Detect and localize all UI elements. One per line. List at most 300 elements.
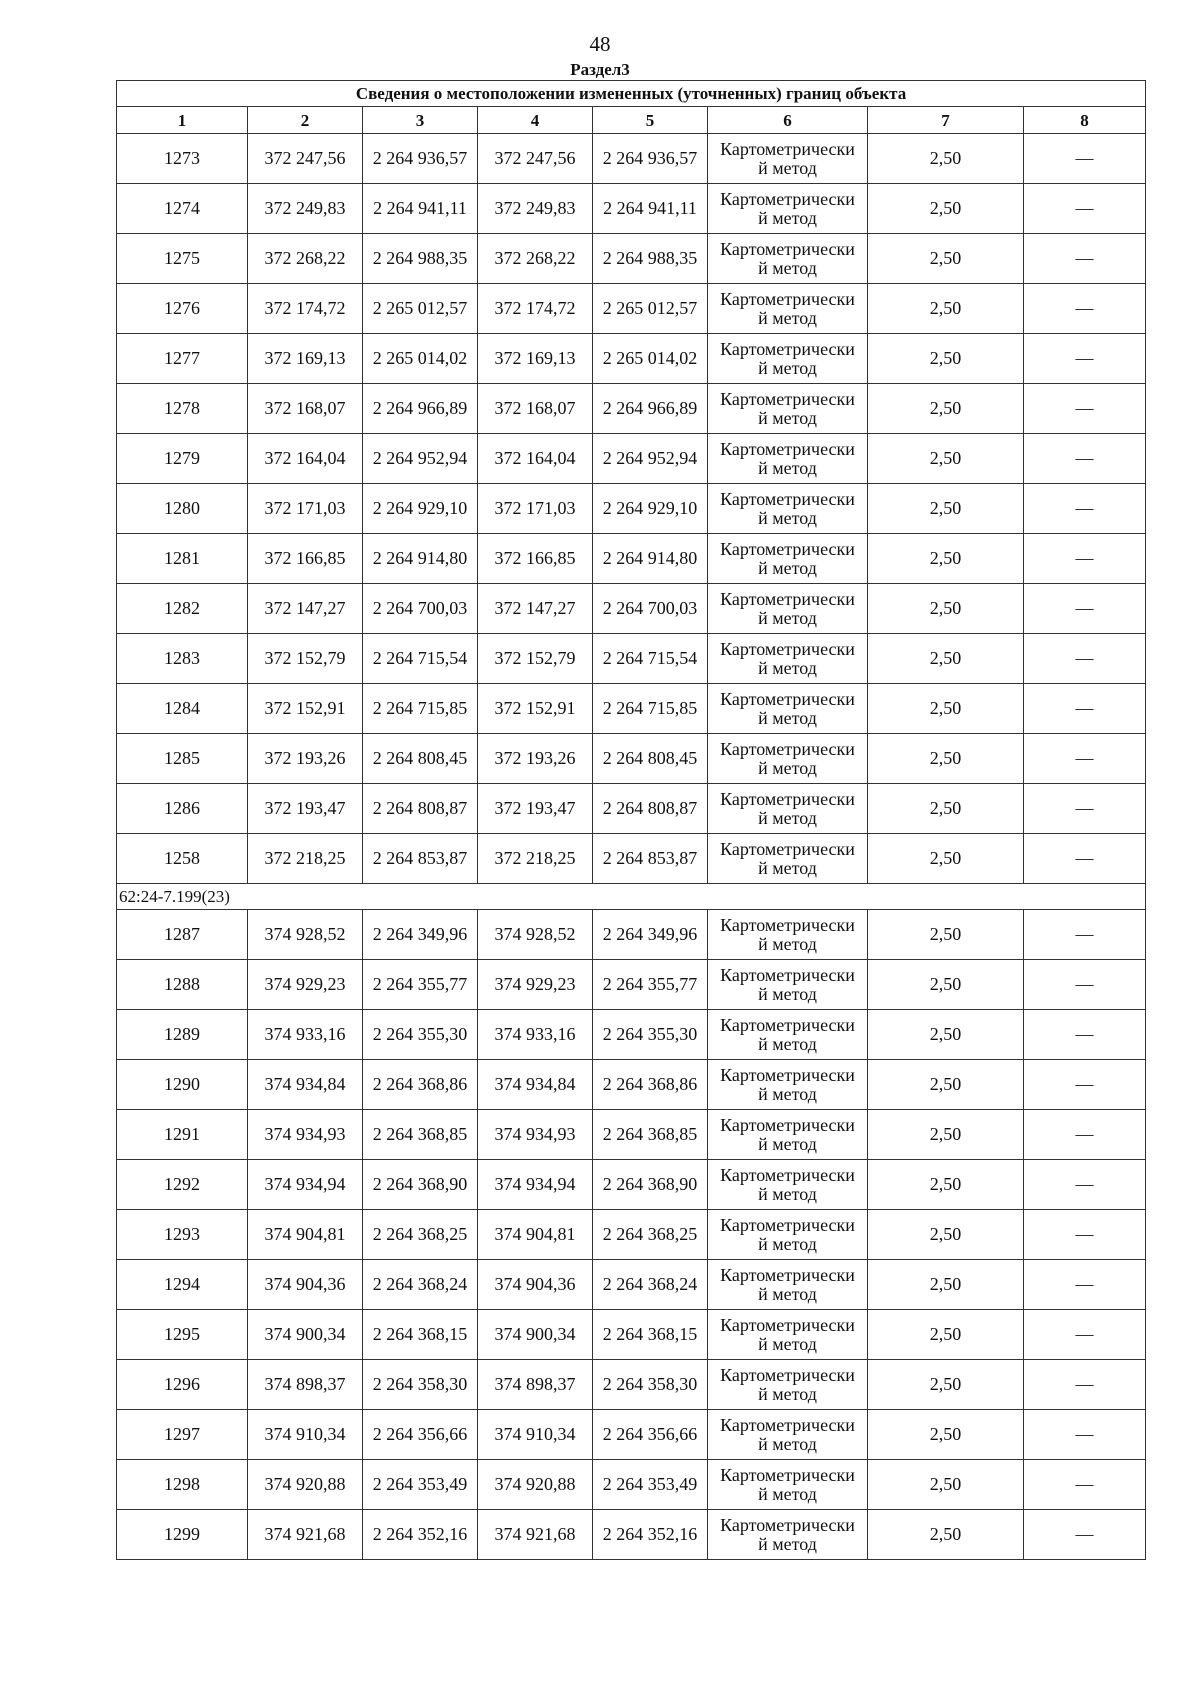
method-line: Картометрически [720,488,855,509]
point-number: 1288 [117,960,248,1010]
method-cell [708,234,868,284]
point-number: 1290 [117,1060,248,1110]
method-cell [708,960,868,1010]
y-coord: 2 264 715,54 [593,634,708,684]
description-cell: — [1024,584,1146,634]
accuracy-cell: 2,50 [868,534,1024,584]
x-coord: 372 174,72 [478,284,593,334]
method-line: Картометрически [720,788,855,809]
method-line: Картометрически [720,188,855,209]
y-coord: 2 264 700,03 [593,584,708,634]
method-line: Картометрически [720,1514,855,1535]
method-cell [708,334,868,384]
method-cell [708,1510,868,1560]
accuracy-cell: 2,50 [868,784,1024,834]
y-coord: 2 264 368,85 [593,1110,708,1160]
method-line: Картометрически [720,1414,855,1435]
column-header: 5 [593,107,708,134]
y-coord: 2 264 368,15 [593,1310,708,1360]
x-coord: 372 193,47 [248,784,363,834]
description-cell: — [1024,1060,1146,1110]
column-header: 1 [117,107,248,134]
table-row [117,334,1146,384]
point-number: 1275 [117,234,248,284]
method-line: й метод [758,1183,817,1204]
y-coord: 2 264 355,77 [593,960,708,1010]
table-row [117,834,1146,884]
y-coord: 2 264 700,03 [363,584,478,634]
group-row [117,884,1146,910]
y-coord: 2 264 368,15 [363,1310,478,1360]
table-row [117,184,1146,234]
x-coord: 374 910,34 [478,1410,593,1460]
point-number: 1285 [117,734,248,784]
y-coord: 2 264 808,45 [363,734,478,784]
x-coord: 374 904,81 [478,1210,593,1260]
method-line: Картометрически [720,1264,855,1285]
accuracy-cell: 2,50 [868,910,1024,960]
description-cell: — [1024,184,1146,234]
method-cell [708,1210,868,1260]
point-number: 1299 [117,1510,248,1560]
x-coord: 374 898,37 [248,1360,363,1410]
x-coord: 372 171,03 [478,484,593,534]
x-coord: 372 166,85 [478,534,593,584]
method-cell [708,1410,868,1460]
accuracy-cell: 2,50 [868,1510,1024,1560]
y-coord: 2 264 941,11 [593,184,708,234]
table-row [117,734,1146,784]
x-coord: 372 152,79 [478,634,593,684]
x-coord: 372 268,22 [248,234,363,284]
column-header: 3 [363,107,478,134]
description-cell: — [1024,1310,1146,1360]
x-coord: 374 900,34 [248,1310,363,1360]
description-cell: — [1024,960,1146,1010]
y-coord: 2 264 356,66 [363,1410,478,1460]
method-cell [708,1110,868,1160]
description-cell: — [1024,1260,1146,1310]
method-line: й метод [758,1483,817,1504]
description-cell: — [1024,434,1146,484]
description-cell: — [1024,1510,1146,1560]
method-cell [708,1360,868,1410]
x-coord: 374 929,23 [248,960,363,1010]
method-cell [708,834,868,884]
accuracy-cell: 2,50 [868,1210,1024,1260]
table-row [117,1110,1146,1160]
method-line: Картометрически [720,1214,855,1235]
method-line: Картометрически [720,338,855,359]
method-line: Картометрически [720,388,855,409]
x-coord: 372 168,07 [478,384,593,434]
accuracy-cell: 2,50 [868,1360,1024,1410]
accuracy-cell: 2,50 [868,834,1024,884]
y-coord: 2 264 355,30 [593,1010,708,1060]
table-row [117,1210,1146,1260]
column-header: 7 [868,107,1024,134]
table-row [117,134,1146,184]
y-coord: 2 264 936,57 [363,134,478,184]
method-cell [708,1060,868,1110]
x-coord: 372 249,83 [478,184,593,234]
x-coord: 374 934,94 [478,1160,593,1210]
method-cell [708,184,868,234]
x-coord: 372 152,91 [478,684,593,734]
x-coord: 374 933,16 [478,1010,593,1060]
y-coord: 2 264 715,54 [363,634,478,684]
accuracy-cell: 2,50 [868,434,1024,484]
method-cell [708,684,868,734]
table-row [117,1360,1146,1410]
section-title: Раздел3 [570,60,630,79]
x-coord: 374 929,23 [478,960,593,1010]
method-line: й метод [758,207,817,228]
point-number: 1294 [117,1260,248,1310]
method-line: Картометрически [720,914,855,935]
method-line: й метод [758,507,817,528]
description-cell: — [1024,1110,1146,1160]
method-line: Картометрически [720,138,855,159]
y-coord: 2 264 715,85 [363,684,478,734]
x-coord: 372 218,25 [248,834,363,884]
y-coord: 2 264 349,96 [593,910,708,960]
x-coord: 374 921,68 [248,1510,363,1560]
method-cell [708,384,868,434]
x-coord: 374 934,84 [248,1060,363,1110]
x-coord: 372 152,91 [248,684,363,734]
x-coord: 374 934,84 [478,1060,593,1110]
description-cell: — [1024,1010,1146,1060]
x-coord: 372 147,27 [478,584,593,634]
description-cell: — [1024,1410,1146,1460]
method-line: й метод [758,1533,817,1554]
y-coord: 2 264 715,85 [593,684,708,734]
x-coord: 372 247,56 [248,134,363,184]
x-coord: 374 920,88 [478,1460,593,1510]
method-line: Картометрически [720,638,855,659]
y-coord: 2 264 368,90 [363,1160,478,1210]
x-coord: 374 933,16 [248,1010,363,1060]
table-row [117,484,1146,534]
y-coord: 2 264 914,80 [363,534,478,584]
y-coord: 2 264 353,49 [593,1460,708,1510]
point-number: 1292 [117,1160,248,1210]
method-line: Картометрически [720,838,855,859]
point-number: 1273 [117,134,248,184]
method-cell [708,484,868,534]
method-line: Картометрически [720,1464,855,1485]
y-coord: 2 264 853,87 [363,834,478,884]
y-coord: 2 264 368,24 [593,1260,708,1310]
description-cell: — [1024,534,1146,584]
method-line: Картометрически [720,1064,855,1085]
point-number: 1274 [117,184,248,234]
method-line: й метод [758,1383,817,1404]
table-body [117,134,1146,1560]
group-label: 62:24-7.199(23) [117,884,1146,910]
method-line: Картометрически [720,1164,855,1185]
x-coord: 372 152,79 [248,634,363,684]
point-number: 1298 [117,1460,248,1510]
method-line: й метод [758,757,817,778]
method-cell [708,1010,868,1060]
method-line: Картометрически [720,688,855,709]
y-coord: 2 264 352,16 [363,1510,478,1560]
column-header: 4 [478,107,593,134]
method-line: й метод [758,857,817,878]
method-line: й метод [758,657,817,678]
point-number: 1278 [117,384,248,434]
y-coord: 2 264 952,94 [363,434,478,484]
method-cell [708,734,868,784]
method-line: й метод [758,1033,817,1054]
point-number: 1287 [117,910,248,960]
table-row [117,910,1146,960]
accuracy-cell: 2,50 [868,960,1024,1010]
y-coord: 2 264 808,87 [593,784,708,834]
description-cell: — [1024,784,1146,834]
x-coord: 372 249,83 [248,184,363,234]
y-coord: 2 264 368,86 [593,1060,708,1110]
accuracy-cell: 2,50 [868,334,1024,384]
point-number: 1296 [117,1360,248,1410]
x-coord: 374 920,88 [248,1460,363,1510]
method-cell [708,534,868,584]
table-row [117,784,1146,834]
method-line: й метод [758,1133,817,1154]
description-cell: — [1024,834,1146,884]
accuracy-cell: 2,50 [868,634,1024,684]
method-line: й метод [758,307,817,328]
x-coord: 372 147,27 [248,584,363,634]
table-row [117,1310,1146,1360]
table-row [117,1160,1146,1210]
x-coord: 372 174,72 [248,284,363,334]
accuracy-cell: 2,50 [868,1160,1024,1210]
y-coord: 2 265 014,02 [363,334,478,384]
column-header: 8 [1024,107,1146,134]
method-cell [708,584,868,634]
coordinates-table [116,80,1146,1560]
point-number: 1293 [117,1210,248,1260]
table-row [117,284,1146,334]
method-line: Картометрически [720,738,855,759]
point-number: 1295 [117,1310,248,1360]
point-number: 1284 [117,684,248,734]
accuracy-cell: 2,50 [868,1260,1024,1310]
point-number: 1289 [117,1010,248,1060]
y-coord: 2 264 988,35 [593,234,708,284]
accuracy-cell: 2,50 [868,234,1024,284]
table-row [117,1510,1146,1560]
accuracy-cell: 2,50 [868,1010,1024,1060]
table-row [117,234,1146,284]
y-coord: 2 264 966,89 [363,384,478,434]
x-coord: 374 934,94 [248,1160,363,1210]
y-coord: 2 264 358,30 [363,1360,478,1410]
y-coord: 2 264 952,94 [593,434,708,484]
point-number: 1283 [117,634,248,684]
method-cell [708,284,868,334]
x-coord: 372 164,04 [478,434,593,484]
x-coord: 374 900,34 [478,1310,593,1360]
description-cell: — [1024,1210,1146,1260]
x-coord: 372 166,85 [248,534,363,584]
description-cell: — [1024,134,1146,184]
point-number: 1280 [117,484,248,534]
method-cell [708,1310,868,1360]
method-cell [708,910,868,960]
description-cell: — [1024,384,1146,434]
description-cell: — [1024,1160,1146,1210]
method-line: й метод [758,1333,817,1354]
method-line: й метод [758,1283,817,1304]
table-row [117,1260,1146,1310]
y-coord: 2 265 012,57 [363,284,478,334]
method-line: Картометрически [720,538,855,559]
method-cell [708,434,868,484]
x-coord: 372 218,25 [478,834,593,884]
method-cell [708,134,868,184]
accuracy-cell: 2,50 [868,284,1024,334]
accuracy-cell: 2,50 [868,384,1024,434]
x-coord: 372 268,22 [478,234,593,284]
x-coord: 374 904,81 [248,1210,363,1260]
table-row [117,960,1146,1010]
x-coord: 374 898,37 [478,1360,593,1410]
y-coord: 2 264 936,57 [593,134,708,184]
y-coord: 2 264 941,11 [363,184,478,234]
page-number: 48 [589,32,611,56]
method-line: й метод [758,933,817,954]
method-line: й метод [758,1433,817,1454]
accuracy-cell: 2,50 [868,734,1024,784]
y-coord: 2 264 353,49 [363,1460,478,1510]
y-coord: 2 264 914,80 [593,534,708,584]
y-coord: 2 264 808,87 [363,784,478,834]
method-line: Картометрически [720,288,855,309]
description-cell: — [1024,910,1146,960]
table-row [117,434,1146,484]
method-cell [708,1160,868,1210]
x-coord: 372 193,26 [478,734,593,784]
description-cell: — [1024,1360,1146,1410]
method-line: Картометрически [720,1114,855,1135]
y-coord: 2 264 368,24 [363,1260,478,1310]
x-coord: 372 169,13 [248,334,363,384]
y-coord: 2 264 355,30 [363,1010,478,1060]
method-line: й метод [758,1233,817,1254]
y-coord: 2 264 929,10 [363,484,478,534]
x-coord: 374 921,68 [478,1510,593,1560]
y-coord: 2 264 349,96 [363,910,478,960]
y-coord: 2 264 358,30 [593,1360,708,1410]
y-coord: 2 265 014,02 [593,334,708,384]
method-line: Картометрически [720,588,855,609]
point-number: 1282 [117,584,248,634]
description-cell: — [1024,684,1146,734]
y-coord: 2 264 368,25 [363,1210,478,1260]
table-row [117,534,1146,584]
table-row [117,1410,1146,1460]
accuracy-cell: 2,50 [868,684,1024,734]
y-coord: 2 264 352,16 [593,1510,708,1560]
y-coord: 2 264 368,86 [363,1060,478,1110]
method-line: Картометрически [720,438,855,459]
description-cell: — [1024,634,1146,684]
table-row [117,634,1146,684]
point-number: 1258 [117,834,248,884]
table-row [117,684,1146,734]
point-number: 1279 [117,434,248,484]
description-cell: — [1024,734,1146,784]
method-line: Картометрически [720,238,855,259]
description-cell: — [1024,334,1146,384]
method-line: й метод [758,157,817,178]
method-line: Картометрически [720,1014,855,1035]
method-line: й метод [758,707,817,728]
table-row [117,384,1146,434]
method-cell [708,1460,868,1510]
description-cell: — [1024,484,1146,534]
x-coord: 374 928,52 [248,910,363,960]
y-coord: 2 264 368,85 [363,1110,478,1160]
y-coord: 2 265 012,57 [593,284,708,334]
x-coord: 374 904,36 [478,1260,593,1310]
table-row [117,1010,1146,1060]
x-coord: 372 193,26 [248,734,363,784]
method-line: Картометрически [720,964,855,985]
accuracy-cell: 2,50 [868,1310,1024,1360]
accuracy-cell: 2,50 [868,184,1024,234]
method-cell [708,634,868,684]
table-row [117,584,1146,634]
x-coord: 374 904,36 [248,1260,363,1310]
method-line: й метод [758,407,817,428]
method-line: й метод [758,457,817,478]
accuracy-cell: 2,50 [868,1460,1024,1510]
table-title-row [117,81,1146,107]
accuracy-cell: 2,50 [868,1110,1024,1160]
method-line: й метод [758,1083,817,1104]
column-header: 2 [248,107,363,134]
x-coord: 372 193,47 [478,784,593,834]
column-header-row [117,107,1146,134]
y-coord: 2 264 929,10 [593,484,708,534]
x-coord: 374 910,34 [248,1410,363,1460]
y-coord: 2 264 966,89 [593,384,708,434]
description-cell: — [1024,1460,1146,1510]
accuracy-cell: 2,50 [868,584,1024,634]
method-line: й метод [758,807,817,828]
method-line: й метод [758,983,817,1004]
point-number: 1291 [117,1110,248,1160]
table-row [117,1060,1146,1110]
accuracy-cell: 2,50 [868,1060,1024,1110]
method-line: й метод [758,257,817,278]
x-coord: 372 164,04 [248,434,363,484]
method-line: й метод [758,607,817,628]
method-line: й метод [758,357,817,378]
description-cell: — [1024,284,1146,334]
x-coord: 372 169,13 [478,334,593,384]
point-number: 1281 [117,534,248,584]
y-coord: 2 264 355,77 [363,960,478,1010]
method-line: й метод [758,557,817,578]
y-coord: 2 264 356,66 [593,1410,708,1460]
point-number: 1286 [117,784,248,834]
